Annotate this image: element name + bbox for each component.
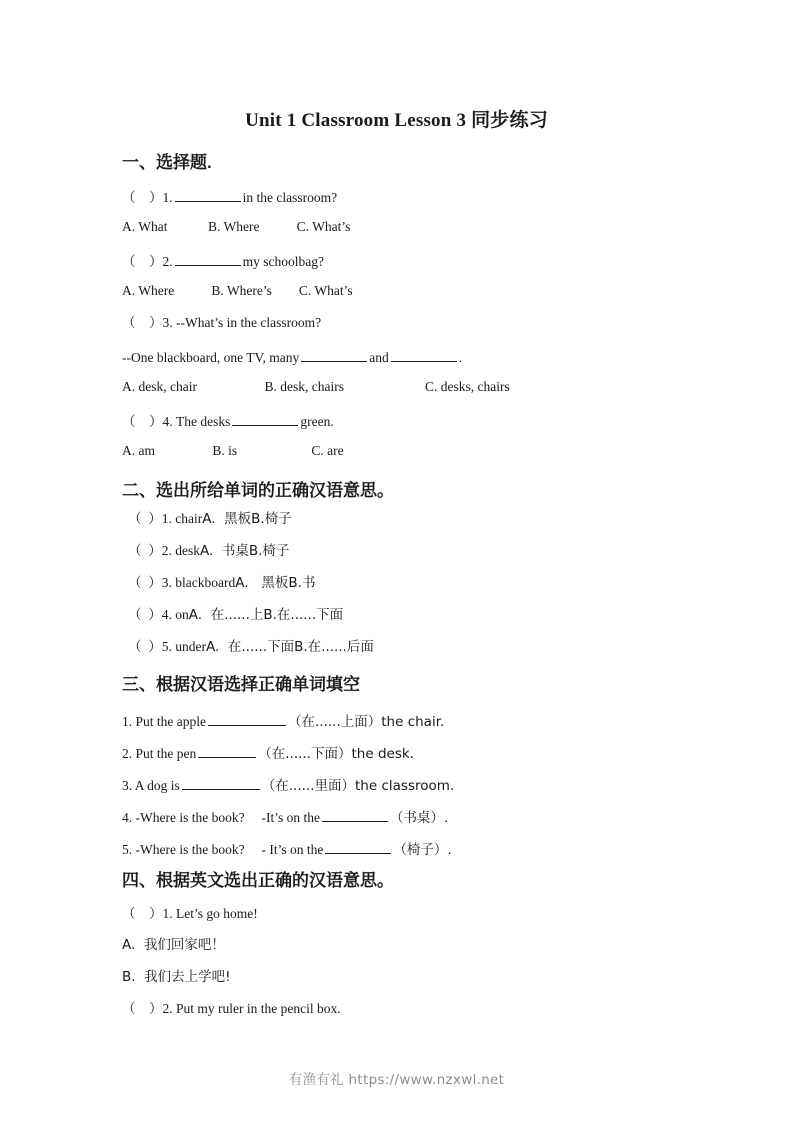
match-item-2-option-a: A. 书桌 (200, 543, 249, 559)
question-4-stem (122, 412, 334, 428)
answer-blank (391, 348, 457, 362)
fill-item-2-hint: （在......下面）the desk. (258, 745, 414, 762)
fill-item-4-text: 4. -Where is the book? -It’s on the (122, 809, 320, 825)
answer-blank (198, 744, 256, 758)
fill-item-2-text: 2. Put the pen (122, 745, 197, 761)
question-4-options: A. am B. is C. are (122, 443, 344, 458)
match-item-3 (128, 576, 315, 591)
question-2-prefix: （ ）2. (122, 253, 173, 269)
answer-blank (175, 252, 241, 266)
question-1-options: A. What B. Where C. What’s (122, 219, 351, 234)
answer-blank (175, 188, 241, 202)
question-4-prefix: （ ）4. The desks (122, 413, 231, 429)
match-item-4-prompt: （ ）4. on (128, 607, 189, 622)
question-2-options: A. Where B. Where’s C. What’s (122, 283, 353, 298)
fill-item-5-hint: （椅子）. (393, 841, 452, 858)
match-item-1 (128, 512, 292, 527)
match-item-2-option-b: B.椅子 (248, 543, 290, 559)
answer-blank (182, 776, 260, 790)
fill-item-3-text: 3. A dog is (122, 777, 180, 793)
question-1-suffix: in the classroom? (242, 189, 338, 205)
fill-item-2 (122, 744, 414, 761)
translate-item-1-option-a: A. 我们回家吧！ (122, 937, 225, 953)
question-3-line2-b: and (369, 349, 389, 365)
match-item-5-option-a: A. 在......下面 (206, 639, 295, 655)
fill-item-1-hint: （在......上面）the chair. (288, 713, 445, 730)
fill-item-3-hint: （在......里面）the classroom. (261, 777, 455, 794)
footer-watermark: 有渔有礼 https://www.nzxwl.net (288, 1072, 505, 1088)
answer-blank (232, 412, 298, 426)
fill-item-5-text: 5. -Where is the book? - It’s on the (122, 841, 324, 857)
match-item-3-prompt: （ ）3. blackboard (128, 575, 236, 590)
page-title: Unit 1 Classroom Lesson 3 同步练习 (245, 110, 548, 131)
match-item-3-option-a: A. 黑板 (235, 575, 289, 591)
fill-item-1-text: 1. Put the apple (122, 713, 206, 729)
match-item-2 (128, 544, 289, 559)
answer-blank (208, 712, 286, 726)
section-heading-four: 四、根据英文选出正确的汉语意思。 (122, 871, 394, 890)
translate-item-2-stem: （ ）2. Put my ruler in the pencil box. (122, 1001, 341, 1016)
match-item-1-option-b: B.椅子 (251, 511, 292, 527)
match-item-4-option-a: A. 在......上 (188, 607, 264, 623)
fill-item-4-hint: （书桌）. (389, 809, 449, 826)
question-3-stem-line2 (122, 348, 462, 364)
match-item-3-option-b: B.书 (288, 575, 316, 591)
answer-blank (301, 348, 367, 362)
question-2-suffix: my schoolbag? (242, 253, 324, 269)
section-heading-one: 一、选择题. (122, 153, 212, 172)
fill-item-3 (122, 776, 454, 793)
match-item-2-prompt: （ ）2. desk (128, 543, 200, 558)
translate-item-1-stem: （ ）1. Let’s go home! (122, 906, 258, 921)
question-3-options: A. desk, chair B. desk, chairs C. desks, chairs (122, 379, 510, 394)
fill-item-5 (122, 840, 452, 857)
question-1-prefix: （ ）1. (122, 189, 173, 205)
section-heading-three: 三、根据汉语选择正确单词填空 (122, 675, 360, 694)
question-3-line2-a: --One blackboard, one TV, many (122, 349, 300, 365)
fill-item-1 (122, 712, 444, 729)
match-item-1-prompt: （ ）1. chair (128, 511, 203, 526)
match-item-5 (128, 640, 374, 655)
translate-item-1-option-b: B. 我们去上学吧! (122, 969, 231, 985)
answer-blank (322, 808, 388, 822)
question-3-line2-c: . (458, 349, 463, 365)
match-item-5-option-b: B.在......后面 (294, 639, 374, 655)
question-1-stem (122, 188, 337, 204)
match-item-4-option-b: B.在......下面 (263, 607, 344, 623)
match-item-1-option-a: A. 黑板 (202, 511, 252, 527)
section-heading-two: 二、选出所给单词的正确汉语意思。 (122, 481, 394, 500)
question-4-suffix: green. (300, 413, 334, 429)
question-3-stem: （ ）3. --What’s in the classroom? (122, 315, 322, 330)
question-2-stem (122, 252, 324, 268)
match-item-4 (128, 608, 343, 623)
answer-blank (325, 840, 391, 854)
match-item-5-prompt: （ ）5. under (128, 639, 206, 654)
fill-item-4 (122, 808, 448, 825)
